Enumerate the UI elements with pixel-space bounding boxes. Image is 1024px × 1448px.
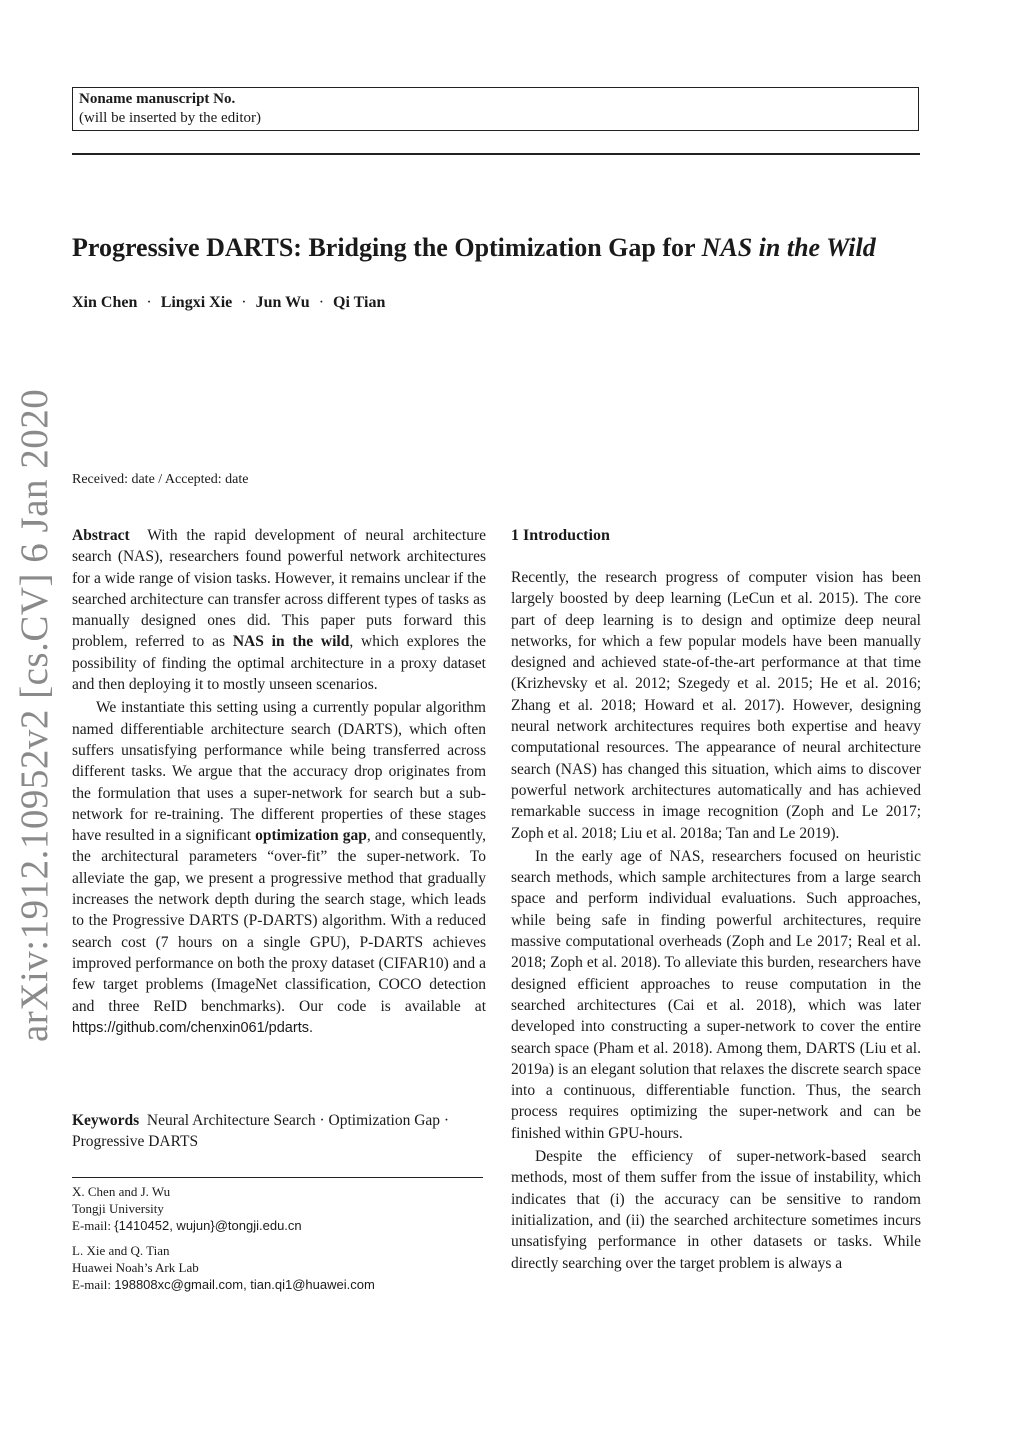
- author-list: [72, 292, 385, 314]
- footnote-rule: [72, 1177, 483, 1178]
- paper-title: [72, 231, 952, 265]
- affiliation-email: [72, 1217, 492, 1234]
- title-emphasis: NAS in the Wild: [701, 233, 876, 262]
- affiliation-email: [72, 1276, 492, 1293]
- title-main: Progressive DARTS: Bridging the Optimization Gap for: [72, 233, 702, 262]
- abstract-text: We instantiate this setting using a currently popular algorithm named differentiable architecture search (DARTS), which often suffers unsatisfying performance while being transferred across different tasks. We argue that the accuracy drop originates from the formulation that uses a super-network for search but a sub-network for re-training. The different properties of these stages have resulted in a significant: [72, 699, 486, 845]
- intro-paragraph: Despite the efficiency of super-network-based search methods, most of them suffer from the issue of instability, which indicates that (i) the accuracy can be sensitive to random initialization, and (ii) the searched architecture sometimes incurs unsatisfying performance in other datasets or tasks. While directly searching over the target problem is always a: [511, 1148, 921, 1272]
- abstract-label: Abstract: [72, 527, 130, 544]
- author-separator: ·: [318, 294, 325, 311]
- affiliation-names: L. Xie and Q. Tian: [72, 1243, 170, 1258]
- section-heading-introduction: 1 Introduction: [511, 527, 610, 544]
- email-address[interactable]: 198808xc@gmail.com, tian.qi1@huawei.com: [114, 1277, 375, 1292]
- affiliation-institution: Tongji University: [72, 1201, 164, 1216]
- abstract-text: With the rapid development of neural architecture search (NAS), researchers found powerful network architectures for a wide range of vision tasks. However, it remains unclear if the searched architecture can transfer across different types of tasks as manually designed ones did. This paper puts forward this problem, referred to as: [72, 527, 486, 651]
- abstract-text: , which explores the possibility of finding the optimal architecture in a proxy dataset and then deploying it to mostly unseen scenarios.: [72, 633, 486, 694]
- editor-note: (will be inserted by the editor): [79, 110, 262, 126]
- abstract-text: , and consequently, the architectural parameters “over-fit” the super-network. To alleviate the gap, we present a progressive method that gradually increases the network depth during the search stage, which leads to the Progressive DARTS (P-DARTS) algorithm. With a reduced search cost (7 hours on a single GPU), P-DARTS achieves improved performance on both the proxy dataset (CIFAR10) and a few target problems (ImageNet classification, COCO detection and three ReID benchmarks). Our code is available at: [72, 827, 486, 1015]
- author-separator: ·: [146, 294, 152, 311]
- author-separator: ·: [241, 294, 247, 311]
- intro-paragraph: In the early age of NAS, researchers focused on heuristic search methods, which sample architectures from a large search space and perform individual evaluations. Such approaches, while being safe in finding powerful architectures, require massive computational overheads (Zoph and Le 2017; Real et al. 2018; Zoph et al. 2018). To alleviate this burden, researchers have designed efficient approaches to reuse computation in the searched architectures (Cai et al. 2018), which was later developed into constructing a super-network to cover the entire search space (Pham et al. 2018). Among them, DARTS (Liu et al. 2019a) is an elegant solution that relaxes the discrete search space into a continuous, differentiable function. Thus, the search process requires optimizing the super-network and can be finished within GPU-hours.: [511, 847, 921, 1142]
- author-name: Lingxi Xie: [160, 294, 233, 311]
- keywords-label: Keywords: [72, 1112, 140, 1129]
- email-address[interactable]: {1410452, wujun}@tongji.edu.cn: [114, 1218, 302, 1233]
- abstract-paragraph: [72, 525, 486, 695]
- abstract-paragraph: [72, 697, 486, 1039]
- code-url-link[interactable]: https://github.com/chenxin061/pdarts.: [72, 1019, 314, 1036]
- affiliation-names: X. Chen and J. Wu: [72, 1184, 171, 1199]
- keywords-text: Neural Architecture Search · Optimization Gap · Progressive DARTS: [72, 1112, 450, 1151]
- abstract-bold-term: NAS in the wild: [232, 633, 350, 651]
- arxiv-stamp: arXiv:1912.10952v2 [cs.CV] 6 Jan 2020: [13, 388, 56, 1042]
- affiliation-footnote: [72, 1242, 492, 1293]
- abstract-bold-term: optimization gap: [255, 827, 367, 845]
- received-date: Received: date / Accepted: date: [72, 472, 249, 487]
- author-name: Xin Chen: [72, 294, 138, 311]
- affiliation-footnote: [72, 1183, 492, 1234]
- manuscript-header-box: [72, 87, 919, 131]
- author-name: Qi Tian: [333, 294, 386, 311]
- header-rule: [72, 153, 920, 155]
- author-name: Jun Wu: [255, 294, 310, 311]
- affiliation-institution: Huawei Noah’s Ark Lab: [72, 1260, 199, 1275]
- intro-paragraph: Recently, the research progress of computer vision has been largely boosted by deep learning (LeCun et al. 2015). The core part of deep learning is to design and optimize deep neural networks, for which a few popular models have been manually designed and achieved state-of-the-art performance at that time (Krizhevsky et al. 2012; Szegedy et al. 2015; He et al. 2016; Zhang et al. 2018; Howard et al. 2017). However, designing neural network architectures requires both expertise and heavy computational resources. The appearance of neural architecture search (NAS) has changed this situation, which aims to discover powerful network architectures automatically and has achieved remarkable success in image recognition (Zoph and Le 2017; Zoph et al. 2018; Liu et al. 2018a; Tan and Le 2019).: [511, 569, 921, 842]
- email-label: E-mail:: [72, 1218, 115, 1233]
- manuscript-number: Noname manuscript No.: [79, 91, 236, 107]
- email-label: E-mail:: [72, 1277, 115, 1292]
- abstract: [72, 525, 486, 1039]
- keywords: [72, 1110, 486, 1153]
- introduction-body: [511, 567, 921, 1274]
